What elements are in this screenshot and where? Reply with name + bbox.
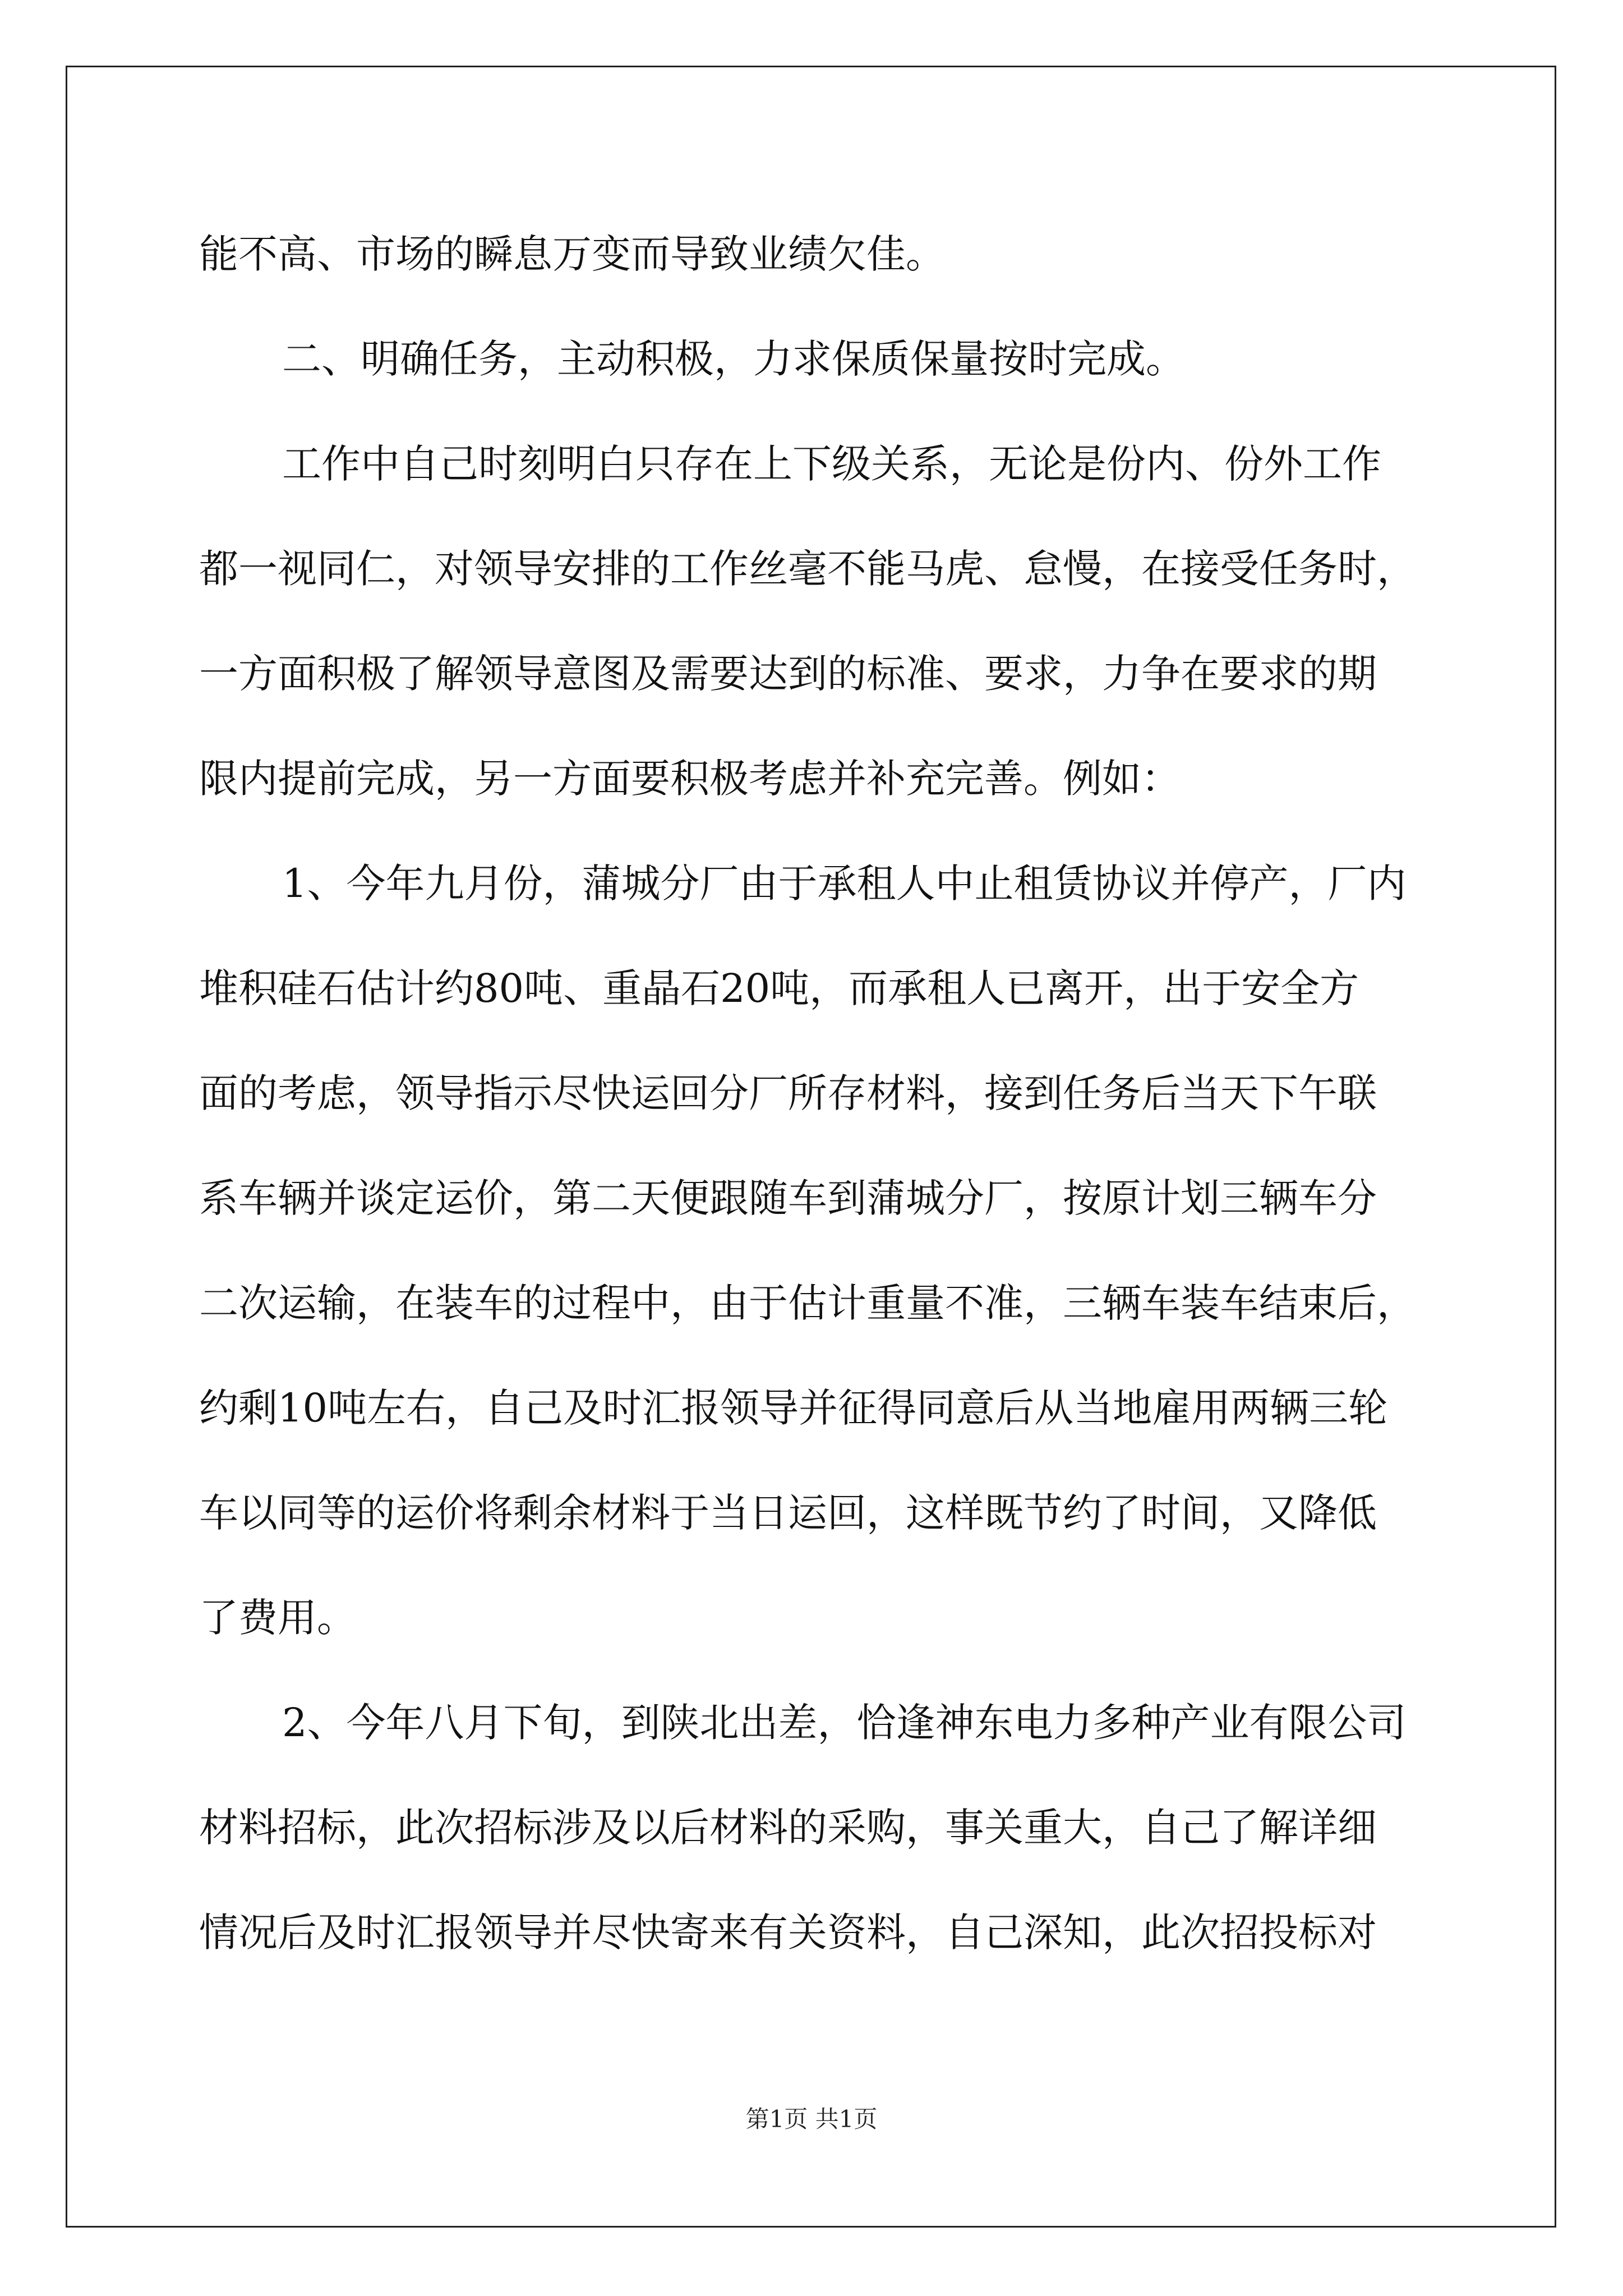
text-line: 堆积硅石估计约80吨、重晶石20吨，而承租人已离开，出于安全方 — [199, 965, 1359, 1011]
section-heading: 二、明确任务，主动积极，力求保质保量按时完成。 — [282, 336, 1185, 382]
text-line: 面的考虑，领导指示尽快运回分厂所存材料，接到任务后当天下午联 — [199, 1070, 1377, 1116]
text-line: 了费用。 — [199, 1595, 356, 1641]
paragraph-5 — [199, 1671, 1422, 1985]
document-body — [199, 202, 1422, 1985]
page-footer: 第1页 共1页 — [745, 2105, 878, 2133]
text-line: 材料招标，此次招标涉及以后材料的采购，事关重大，自己了解详细 — [199, 1805, 1377, 1851]
paragraph-3 — [199, 412, 1422, 831]
paragraph-4 — [199, 831, 1422, 1671]
text-line: 工作中自己时刻明白只存在上下级关系，无论是份内、份外工作 — [282, 441, 1381, 487]
text-line: 都一视同仁，对领导安排的工作丝毫不能马虎、怠慢，在接受任务时， — [199, 546, 1416, 592]
text-line: 车以同等的运价将剩余材料于当日运回，这样既节约了时间，又降低 — [199, 1490, 1377, 1536]
text-line: 一方面积极了解领导意图及需要达到的标准、要求，力争在要求的期 — [199, 651, 1377, 697]
paragraph-2 — [199, 307, 1422, 412]
paragraph-1 — [199, 202, 1422, 307]
text-line: 限内提前完成，另一方面要积极考虑并补充完善。例如： — [199, 756, 1181, 802]
text-line: 约剩10吨左右，自己及时汇报领导并征得同意后从当地雇用两辆三轮 — [199, 1385, 1388, 1431]
text-line: 情况后及时汇报领导并尽快寄来有关资料，自己深知，此次招投标对 — [199, 1910, 1377, 1955]
text-line: 2、今年八月下旬，到陕北出差，恰逢神东电力多种产业有限公司 — [282, 1700, 1407, 1746]
text-line: 系车辆并谈定运价，第二天便跟随车到蒲城分厂，按原计划三辆车分 — [199, 1175, 1377, 1221]
text-line: 二次运输，在装车的过程中，由于估计重量不准，三辆车装车结束后， — [199, 1280, 1416, 1326]
text-line: 1、今年九月份，蒲城分厂由于承租人中止租赁协议并停产，厂内 — [282, 861, 1407, 907]
text-line: 能不高、市场的瞬息万变而导致业绩欠佳。 — [199, 231, 945, 277]
